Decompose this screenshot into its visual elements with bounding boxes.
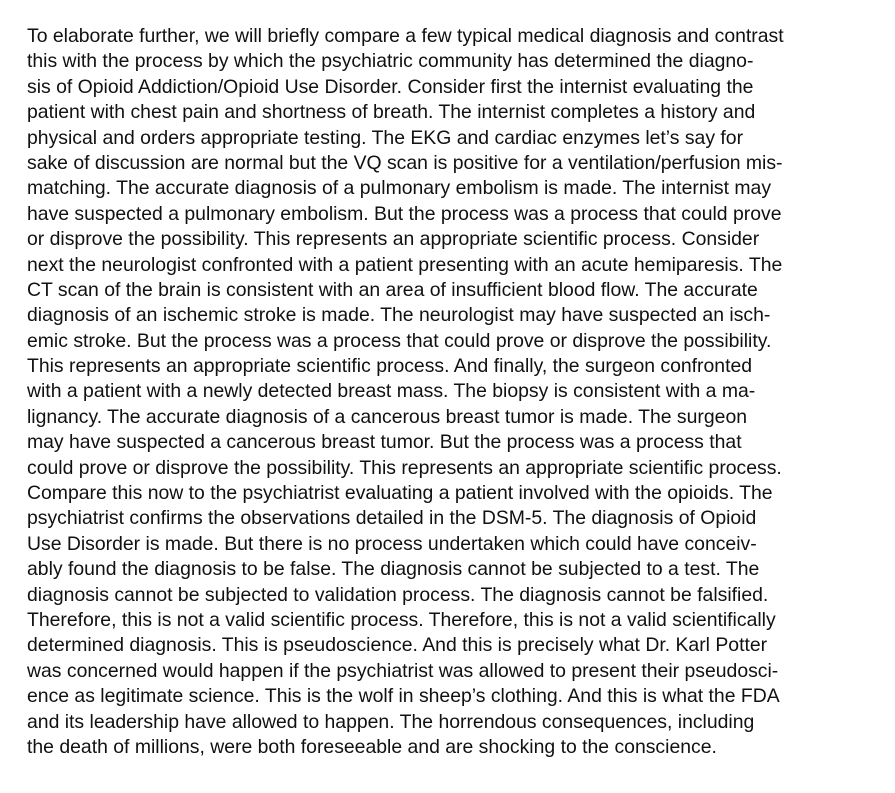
text-line: Therefore, this is not a valid scientific process. Therefore, this is not a valid scientifically (27, 608, 776, 631)
text-line: This represents an appropriate scientific process. And finally, the surgeon confronted (27, 355, 753, 378)
text-line: and its leadership have allowed to happen. The horrendous consequences, including (27, 710, 755, 733)
text-line: diagnosis of an ischemic stroke is made. The neurologist may have suspected an isch- (27, 304, 771, 327)
text-line: could prove or disprove the possibility. This represents an appropriate scientific process. (27, 456, 782, 479)
text-line: with a patient with a newly detected breast mass. The biopsy is consistent with a ma- (27, 380, 756, 403)
text-line: determined diagnosis. This is pseudoscience. And this is precisely what Dr. Karl Potter (27, 634, 768, 657)
text-line: ence as legitimate science. This is the wolf in sheep’s clothing. And this is what the FDA (27, 685, 780, 708)
text-line: patient with chest pain and shortness of breath. The internist completes a history and (27, 101, 756, 124)
text-line: was concerned would happen if the psychiatrist was allowed to present their pseudosci- (27, 659, 779, 682)
text-line: physical and orders appropriate testing. The EKG and cardiac enzymes let’s say for (27, 126, 744, 149)
text-line: may have suspected a cancerous breast tumor. But the process was a process that (27, 431, 742, 454)
paragraph (27, 24, 877, 760)
text-line: or disprove the possibility. This represents an appropriate scientific process. Consider (27, 228, 760, 251)
text-line: sis of Opioid Addiction/Opioid Use Disorder. Consider first the internist evaluating the (27, 75, 754, 98)
text-line: lignancy. The accurate diagnosis of a cancerous breast tumor is made. The surgeon (27, 405, 748, 428)
text-line: this with the process by which the psychiatric community has determined the diagno- (27, 50, 754, 73)
text-line: the death of millions, were both foreseeable and are shocking to the conscience. (27, 735, 717, 758)
text-line: next the neurologist confronted with a patient presenting with an acute hemiparesis. The (27, 253, 783, 276)
text-line: Use Disorder is made. But there is no process undertaken which could have conceiv- (27, 532, 757, 555)
text-line: Compare this now to the psychiatrist evaluating a patient involved with the opioids. The (27, 482, 773, 505)
text-line: have suspected a pulmonary embolism. But the process was a process that could prove (27, 202, 782, 225)
text-line: diagnosis cannot be subjected to validation process. The diagnosis cannot be falsified. (27, 583, 769, 606)
text-line: matching. The accurate diagnosis of a pulmonary embolism is made. The internist may (27, 177, 772, 200)
text-line: To elaborate further, we will briefly compare a few typical medical diagnosis and contrast (27, 25, 784, 47)
text-line: emic stroke. But the process was a process that could prove or disprove the possibility. (27, 329, 772, 352)
text-line: sake of discussion are normal but the VQ scan is positive for a ventilation/perfusion mis- (27, 151, 783, 174)
text-line: psychiatrist confirms the observations detailed in the DSM-5. The diagnosis of Opioid (27, 507, 757, 530)
text-line: CT scan of the brain is consistent with an area of insufficient blood flow. The accurate (27, 278, 758, 301)
text-line: ably found the diagnosis to be false. The diagnosis cannot be subjected to a test. The (27, 558, 760, 581)
